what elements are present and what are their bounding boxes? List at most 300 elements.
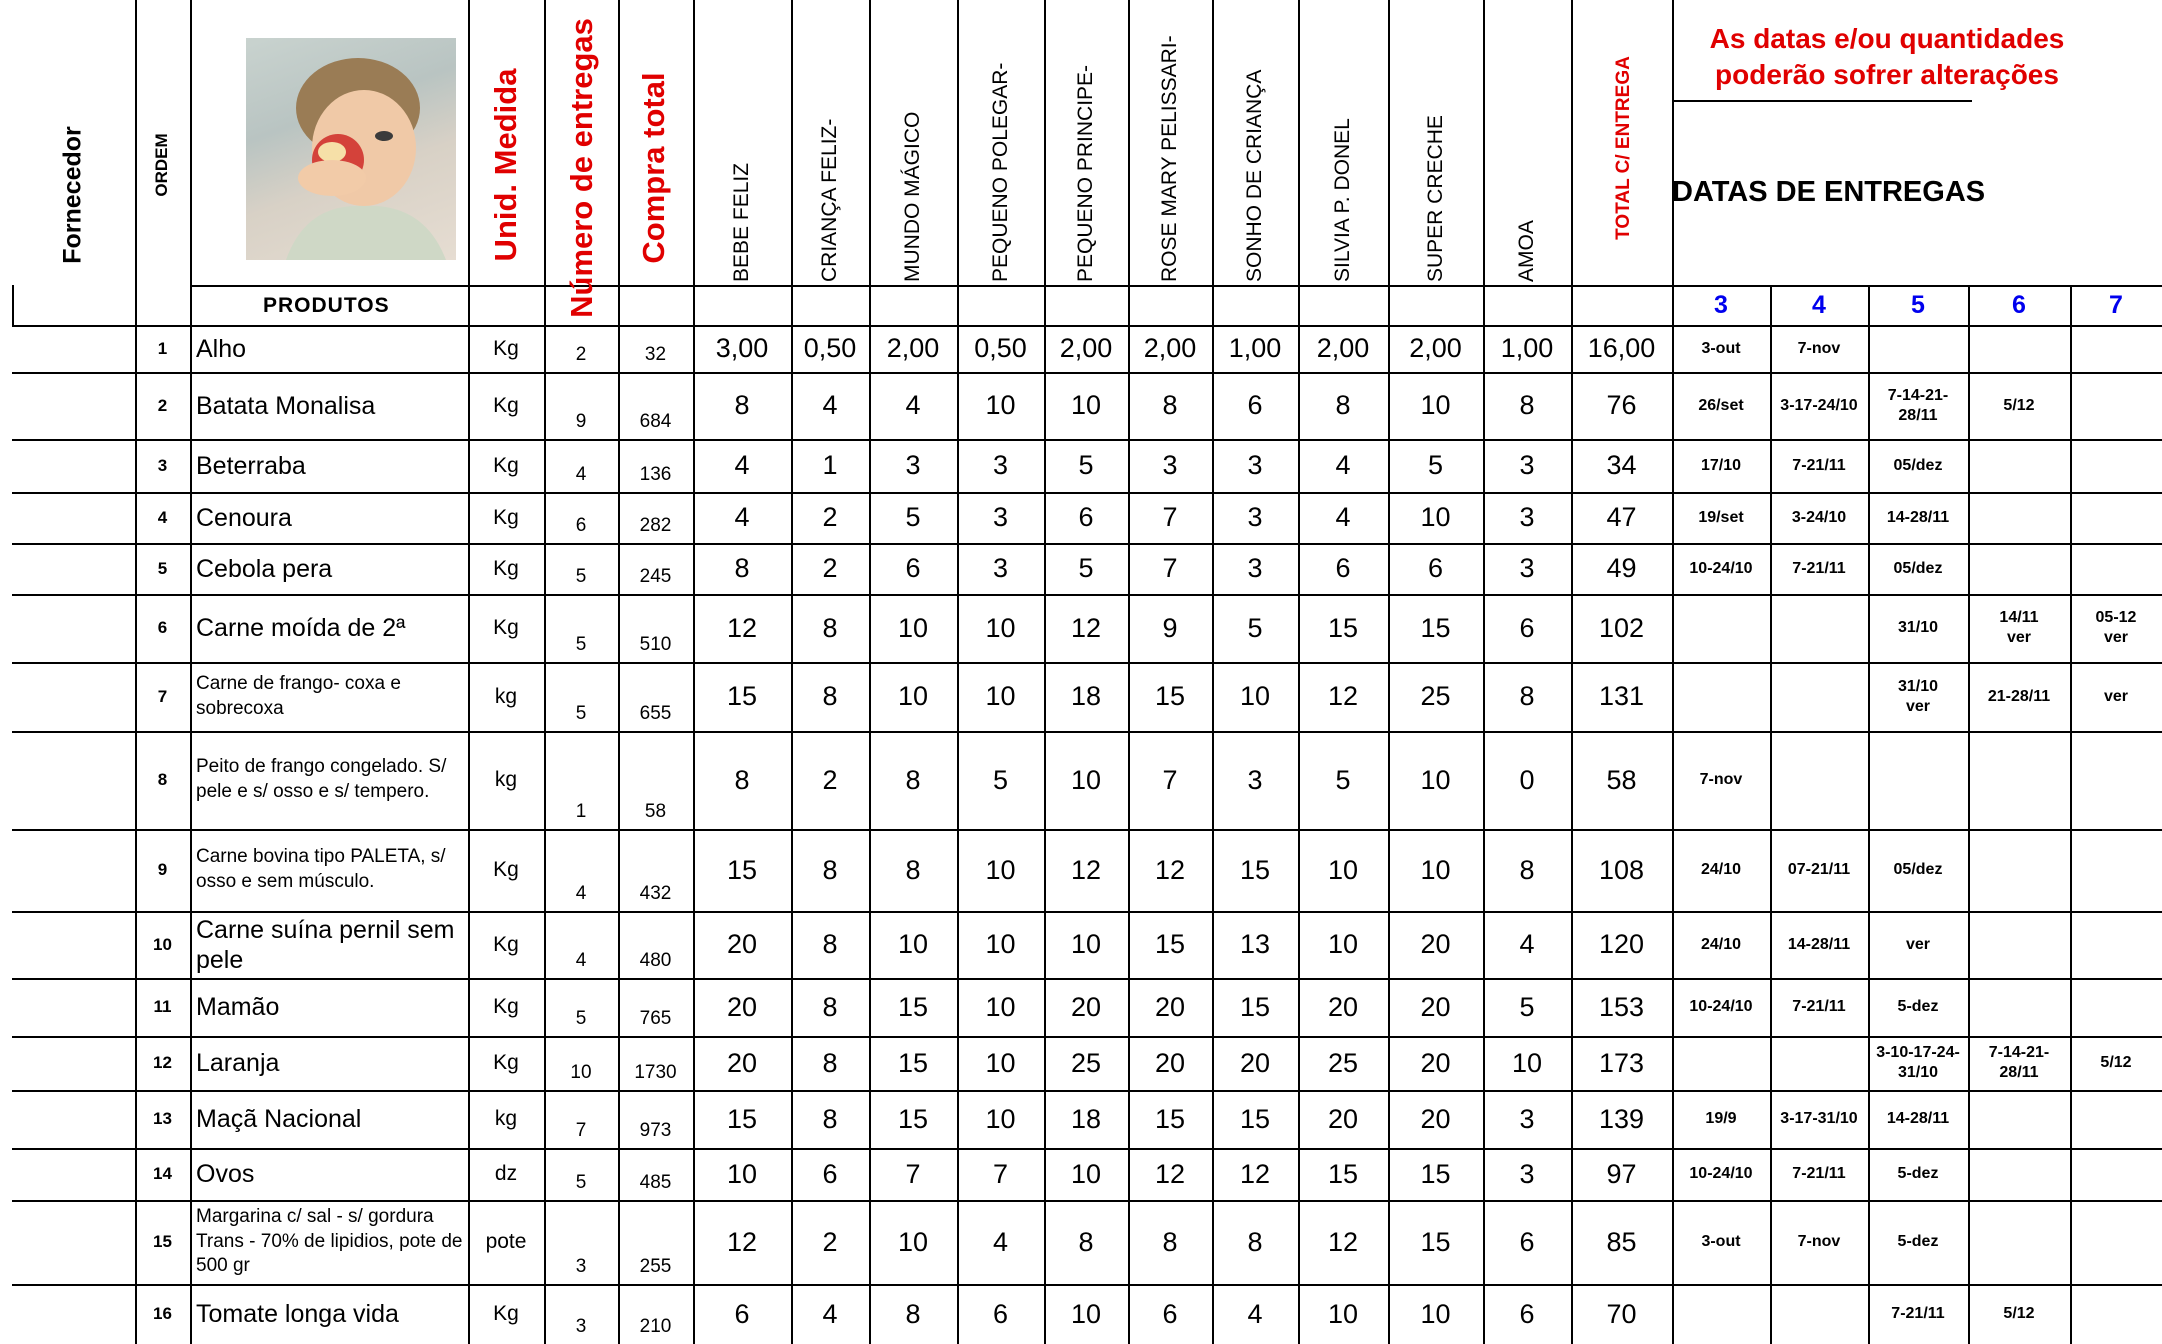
row-delivery-date: 3-17-24/10: [1780, 396, 1858, 414]
row-school-qty: 15: [1154, 1103, 1186, 1134]
row-school-qty: 10: [1511, 1047, 1543, 1078]
row-school-qty: 4: [1335, 450, 1351, 480]
note-line-2: poderão sofrer alterações: [1715, 59, 2059, 90]
row-school-qty: 10: [985, 390, 1016, 420]
row-school-qty: 12: [1327, 681, 1359, 711]
row-school-qty: 6: [1519, 612, 1535, 643]
date-col-number: 3: [1714, 290, 1728, 319]
row-school-qty: 8: [734, 764, 750, 795]
row-school-qty: 5: [1427, 450, 1444, 480]
row-school-qty: 15: [1239, 991, 1271, 1022]
row-total-entrega: 120: [1598, 929, 1645, 959]
row-delivery-date: 05/dez: [1893, 559, 1943, 577]
unid-medida-header: Unid. Medida: [488, 68, 523, 262]
row-school-qty: 4: [1519, 929, 1535, 959]
row-delivery-date: [1672, 594, 1770, 662]
row-compra-total: 245: [639, 566, 672, 587]
row-school-qty: 8: [822, 991, 838, 1022]
row-delivery-date: 07-21/11: [1787, 861, 1851, 878]
row-school-qty: 8: [822, 854, 838, 885]
row-school-qty: 4: [1247, 1298, 1263, 1329]
row-delivery-date: 5/12: [2003, 396, 2035, 414]
row-delivery-date: [2070, 1148, 2162, 1200]
row-ordem: 4: [157, 507, 168, 527]
row-produto: Carne suína pernil sem pele: [196, 915, 455, 974]
row-school-qty: 8: [905, 854, 921, 885]
row-school-qty: 0,50: [974, 333, 1027, 363]
row-delivery-date: 5/12: [2100, 1054, 2132, 1071]
row-school-qty: 20: [1420, 991, 1451, 1022]
row-delivery-date: 7-21/11: [1891, 1305, 1945, 1322]
row-school-qty: 20: [726, 929, 758, 959]
row-school-qty: 2,00: [1143, 333, 1197, 363]
row-school-qty: 12: [1070, 854, 1102, 885]
row-entregas: 4: [575, 464, 587, 485]
row-delivery-date: [1672, 1284, 1770, 1344]
row-school-qty: 8: [822, 612, 838, 643]
row-school-qty: 15: [1420, 612, 1451, 643]
row-delivery-date: [2070, 325, 2162, 372]
row-school-qty: 15: [897, 1047, 929, 1078]
row-delivery-date: 5/12: [2003, 1305, 2035, 1322]
row-school-qty: 6: [1519, 1226, 1535, 1257]
row-school-qty: 6: [1427, 553, 1444, 583]
row-school-qty: 10: [1420, 1298, 1451, 1329]
row-school-qty: 3: [1519, 1158, 1535, 1189]
row-ordem: 10: [153, 934, 172, 954]
row-school-qty: 4: [992, 1226, 1009, 1257]
row-produto: Batata Monalisa: [196, 391, 376, 420]
row-school-qty: 5: [905, 502, 921, 532]
row-entregas: 5: [575, 566, 587, 587]
row-school-qty: 6: [905, 553, 921, 583]
row-school-qty: 20: [1327, 1103, 1359, 1134]
date-col-number: 6: [2012, 290, 2026, 319]
row-total-entrega: 97: [1606, 1158, 1637, 1189]
row-delivery-date: 05/dez: [1893, 861, 1943, 878]
row-compra-total: 210: [639, 1316, 672, 1337]
row-school-qty: 10: [985, 1103, 1016, 1134]
row-ordem: 16: [153, 1304, 172, 1323]
row-entregas: 3: [575, 1256, 587, 1277]
row-school-qty: 3: [1519, 1103, 1535, 1134]
school-header: PEQUENO POLEGAR-: [988, 62, 1012, 282]
row-school-qty: 8: [1335, 390, 1351, 420]
row-delivery-date: [1968, 731, 2070, 829]
row-unidade: dz: [494, 1162, 518, 1185]
row-school-qty: 8: [734, 553, 750, 583]
row-total-entrega: 85: [1606, 1226, 1637, 1257]
row-delivery-date: 7-14-21- 28/11: [1887, 386, 1949, 424]
row-unidade: Kg: [493, 1302, 519, 1325]
row-delivery-date: 3-out: [1701, 1233, 1741, 1250]
school-header: ROSE MARY PELISSARI-: [1158, 35, 1181, 282]
row-school-qty: 7: [1162, 502, 1178, 532]
row-school-qty: 12: [726, 1226, 758, 1257]
row-delivery-date: [2070, 911, 2162, 978]
row-school-qty: 15: [1420, 1158, 1451, 1189]
row-delivery-date: [2070, 439, 2162, 492]
row-delivery-date: [2070, 543, 2162, 594]
row-school-qty: 8: [905, 1298, 921, 1329]
row-delivery-date: [1968, 1090, 2070, 1148]
row-school-qty: 15: [897, 1103, 929, 1134]
row-entregas: 9: [575, 411, 587, 432]
row-delivery-date: 17/10: [1700, 456, 1742, 474]
row-entregas: 5: [575, 634, 587, 655]
row-school-qty: 10: [1327, 1298, 1359, 1329]
row-unidade: Kg: [493, 616, 519, 639]
row-delivery-date: [1968, 829, 2070, 911]
row-delivery-date: [2070, 1090, 2162, 1148]
row-school-qty: 1: [822, 450, 838, 480]
row-school-qty: 1,00: [1228, 333, 1282, 363]
row-school-qty: 10: [985, 1047, 1016, 1078]
row-delivery-date: 21-28/11: [1987, 687, 2051, 705]
row-delivery-date: 3-24/10: [1791, 508, 1847, 526]
row-delivery-date: [1672, 1036, 1770, 1090]
row-delivery-date: 5-dez: [1897, 1233, 1939, 1250]
row-delivery-date: [2070, 731, 2162, 829]
row-unidade: Kg: [493, 556, 519, 580]
row-school-qty: 3: [1247, 764, 1263, 795]
row-delivery-date: [1868, 325, 1968, 372]
row-entregas: 6: [575, 515, 587, 536]
row-produto: Laranja: [196, 1049, 280, 1077]
row-school-qty: 15: [1420, 1226, 1451, 1257]
row-total-entrega: 173: [1598, 1047, 1645, 1078]
row-compra-total: 765: [639, 1008, 672, 1029]
row-school-qty: 4: [905, 390, 921, 420]
row-ordem: 13: [153, 1109, 172, 1128]
row-produto: Cenoura: [196, 503, 292, 532]
row-school-qty: 12: [726, 612, 758, 643]
row-school-qty: 10: [1327, 854, 1359, 885]
row-delivery-date: 7-nov: [1797, 1233, 1841, 1250]
row-delivery-date: 24/10: [1700, 935, 1742, 953]
row-school-qty: 25: [1070, 1047, 1102, 1078]
row-school-qty: 10: [985, 681, 1016, 711]
row-school-qty: 15: [726, 854, 758, 885]
row-school-qty: 5: [1247, 612, 1263, 643]
row-delivery-date: [1968, 1200, 2070, 1284]
ordem-header: ORDEM: [152, 133, 171, 197]
row-delivery-date: [2070, 829, 2162, 911]
row-delivery-date: [2070, 492, 2162, 543]
row-delivery-date: 7-nov: [1797, 339, 1841, 357]
row-school-qty: 20: [726, 991, 758, 1022]
row-school-qty: 6: [1078, 502, 1094, 532]
row-school-qty: 15: [1239, 1103, 1271, 1134]
row-ordem: 2: [157, 395, 168, 415]
row-produto: Mamão: [196, 993, 280, 1021]
row-school-qty: 4: [734, 450, 750, 480]
row-delivery-date: 7-14-21- 28/11: [1988, 1044, 2050, 1081]
row-school-qty: 10: [985, 929, 1016, 959]
row-school-qty: 6: [1247, 390, 1263, 420]
numero-entregas-header: Número de entregas: [564, 18, 599, 318]
row-school-qty: 10: [1070, 1158, 1102, 1189]
row-delivery-date: 19/9: [1705, 1110, 1737, 1127]
row-school-qty: 8: [822, 1103, 838, 1134]
row-school-qty: 10: [1070, 929, 1102, 959]
row-unidade: Kg: [493, 393, 519, 417]
row-total-entrega: 47: [1606, 502, 1637, 532]
row-ordem: 5: [157, 558, 168, 578]
row-compra-total: 282: [639, 515, 672, 536]
row-school-qty: 20: [1154, 991, 1186, 1022]
row-delivery-date: [1770, 1284, 1868, 1344]
row-ordem: 3: [157, 455, 168, 475]
row-school-qty: 10: [1070, 390, 1102, 420]
row-school-qty: 8: [822, 681, 838, 711]
row-school-qty: 8: [1247, 1226, 1263, 1257]
row-delivery-date: [1968, 1148, 2070, 1200]
row-school-qty: 4: [822, 390, 838, 420]
child-illustration: [246, 38, 456, 260]
row-delivery-date: [1672, 662, 1770, 731]
row-delivery-date: [1770, 1036, 1868, 1090]
row-unidade: Kg: [493, 1051, 519, 1074]
row-produto: Beterraba: [196, 451, 306, 480]
row-school-qty: 3: [992, 450, 1009, 480]
row-unidade: Kg: [493, 336, 519, 360]
row-delivery-date: 14/11 ver: [1999, 609, 2039, 646]
row-school-qty: 12: [1154, 1158, 1186, 1189]
row-total-entrega: 153: [1598, 991, 1645, 1022]
datas-entregas-header: DATAS DE ENTREGAS: [1672, 176, 1986, 208]
row-school-qty: 18: [1070, 681, 1102, 711]
row-compra-total: 510: [639, 634, 672, 655]
row-total-entrega: 70: [1606, 1298, 1637, 1329]
row-school-qty: 3: [992, 502, 1009, 532]
row-entregas: 3: [575, 1316, 587, 1337]
row-entregas: 5: [575, 1008, 587, 1029]
row-school-qty: 13: [1239, 929, 1271, 959]
row-school-qty: 3: [1519, 502, 1535, 532]
row-unidade: Kg: [493, 453, 519, 477]
row-school-qty: 2: [822, 1226, 838, 1257]
row-produto: Carne moída de 2ª: [196, 614, 406, 642]
row-school-qty: 5: [1078, 450, 1094, 480]
row-produto: Alho: [196, 334, 247, 363]
row-school-qty: 8: [734, 390, 750, 420]
row-school-qty: 10: [1420, 854, 1451, 885]
row-school-qty: 10: [1239, 681, 1271, 711]
row-ordem: 11: [153, 997, 172, 1016]
school-header: CRIANÇA FELIZ-: [818, 118, 841, 282]
row-ordem: 7: [157, 686, 168, 706]
row-school-qty: 2,00: [1316, 333, 1370, 363]
row-total-entrega: 34: [1606, 450, 1637, 480]
row-school-qty: 2: [822, 553, 838, 583]
school-header: AMOA: [1515, 220, 1538, 282]
row-delivery-date: 7-21/11: [1792, 998, 1846, 1015]
row-ordem: 12: [153, 1053, 172, 1072]
row-school-qty: 7: [1162, 764, 1178, 795]
row-school-qty: 2,00: [1409, 333, 1462, 363]
row-school-qty: 8: [905, 764, 921, 795]
row-school-qty: 3: [1519, 553, 1535, 583]
row-school-qty: 6: [734, 1298, 750, 1329]
row-total-entrega: 131: [1598, 681, 1645, 711]
grid-hline: [1672, 100, 1972, 102]
date-col-number: 5: [1911, 290, 1925, 319]
row-school-qty: 12: [1239, 1158, 1271, 1189]
row-delivery-date: [1770, 594, 1868, 662]
row-total-entrega: 16,00: [1587, 333, 1656, 363]
row-unidade: Kg: [493, 932, 519, 956]
row-school-qty: 5: [1078, 553, 1094, 583]
row-unidade: Kg: [493, 505, 519, 529]
row-delivery-date: [1968, 978, 2070, 1036]
grid-vline: [12, 285, 14, 325]
row-entregas: 5: [575, 1172, 587, 1193]
row-produto: Margarina c/ sal - s/ gordura Trans - 70% de lipidios, pote de 500 gr: [196, 1205, 463, 1277]
row-delivery-date: [1968, 911, 2070, 978]
row-delivery-date: 7-21/11: [1792, 1165, 1846, 1182]
row-compra-total: 432: [639, 883, 672, 904]
row-school-qty: 20: [1420, 1047, 1451, 1078]
row-school-qty: 15: [726, 1103, 758, 1134]
row-school-qty: 6: [1335, 553, 1351, 583]
row-school-qty: 6: [1519, 1298, 1535, 1329]
row-school-qty: 10: [985, 991, 1016, 1022]
row-school-qty: 6: [992, 1298, 1009, 1329]
row-school-qty: 20: [726, 1047, 758, 1078]
row-school-qty: 8: [1519, 681, 1535, 711]
row-delivery-date: [1968, 543, 2070, 594]
row-unidade: kg: [494, 1107, 518, 1130]
row-total-entrega: 102: [1598, 612, 1645, 643]
row-school-qty: 5: [1519, 991, 1535, 1022]
row-school-qty: 20: [1420, 1103, 1451, 1134]
row-school-qty: 7: [905, 1158, 921, 1189]
row-produto: Cebola pera: [196, 554, 333, 583]
row-entregas: 4: [575, 950, 587, 971]
row-unidade: kg: [494, 684, 518, 708]
row-school-qty: 3,00: [715, 333, 769, 363]
row-school-qty: 8: [1519, 390, 1535, 420]
row-school-qty: 10: [897, 1226, 929, 1257]
row-school-qty: 2: [822, 502, 838, 532]
row-school-qty: 25: [1420, 681, 1451, 711]
row-school-qty: 5: [1335, 764, 1351, 795]
row-school-qty: 15: [1327, 1158, 1359, 1189]
row-school-qty: 0: [1519, 764, 1535, 795]
row-school-qty: 7: [1162, 553, 1178, 583]
row-compra-total: 480: [639, 950, 672, 971]
school-header: MUNDO MÁGICO: [901, 111, 924, 282]
row-delivery-date: 24/10: [1700, 861, 1742, 878]
row-school-qty: 3: [1519, 450, 1535, 480]
row-school-qty: 3: [905, 450, 921, 480]
row-delivery-date: 3-10-17-24- 31/10: [1876, 1044, 1960, 1081]
row-delivery-date: [1868, 731, 1968, 829]
row-delivery-date: [2070, 1200, 2162, 1284]
row-ordem: 8: [157, 770, 168, 789]
row-delivery-date: ver: [1905, 935, 1931, 953]
row-delivery-date: 05-12 ver: [2095, 609, 2137, 646]
row-school-qty: 1,00: [1500, 333, 1554, 363]
row-school-qty: 18: [1070, 1103, 1102, 1134]
row-delivery-date: 14-28/11: [1886, 1110, 1950, 1127]
row-unidade: pote: [485, 1230, 527, 1253]
row-school-qty: 3: [1247, 502, 1263, 532]
row-school-qty: 20: [1070, 991, 1102, 1022]
row-unidade: kg: [494, 768, 518, 791]
row-delivery-date: [2070, 1284, 2162, 1344]
row-school-qty: 4: [822, 1298, 838, 1329]
row-produto: Peito de frango congelado. S/ pele e s/ osso e s/ tempero.: [196, 756, 447, 802]
row-compra-total: 684: [639, 411, 672, 432]
row-total-entrega: 108: [1598, 854, 1645, 885]
produtos-header: PRODUTOS: [263, 294, 390, 317]
school-header: SONHO DE CRIANÇA: [1243, 69, 1266, 282]
row-delivery-date: [1968, 325, 2070, 372]
row-school-qty: 20: [1239, 1047, 1271, 1078]
row-school-qty: 0,50: [803, 333, 857, 363]
row-compra-total: 58: [644, 801, 667, 822]
row-school-qty: 12: [1070, 612, 1102, 643]
row-delivery-date: 26/set: [1698, 396, 1744, 414]
row-total-entrega: 139: [1598, 1103, 1645, 1134]
row-school-qty: 3: [1162, 450, 1178, 480]
row-school-qty: 10: [1420, 502, 1451, 532]
row-delivery-date: 31/10 ver: [1897, 677, 1939, 715]
row-delivery-date: 10-24/10: [1689, 998, 1753, 1015]
row-compra-total: 32: [644, 344, 667, 365]
school-header: SILVIA P. DONEL: [1331, 118, 1354, 282]
row-delivery-date: 7-21/11: [1792, 456, 1846, 474]
row-ordem: 14: [153, 1164, 172, 1183]
row-school-qty: 15: [726, 681, 758, 711]
row-delivery-date: [1770, 731, 1868, 829]
row-school-qty: 10: [985, 612, 1016, 643]
row-school-qty: 3: [992, 553, 1009, 583]
compra-total-header: Compra total: [636, 72, 671, 264]
row-delivery-date: [2070, 978, 2162, 1036]
child-eating-apple-photo: [246, 38, 456, 260]
row-school-qty: 7: [992, 1158, 1009, 1189]
row-delivery-date: 05/dez: [1893, 456, 1943, 474]
row-school-qty: 9: [1162, 612, 1178, 643]
row-school-qty: 10: [1070, 1298, 1102, 1329]
row-delivery-date: ver: [2103, 687, 2129, 705]
row-school-qty: 10: [1327, 929, 1359, 959]
row-delivery-date: [1770, 662, 1868, 731]
row-total-entrega: 76: [1606, 390, 1637, 420]
row-school-qty: 10: [897, 612, 929, 643]
row-ordem: 6: [157, 618, 168, 637]
row-school-qty: 20: [1154, 1047, 1186, 1078]
row-school-qty: 15: [1154, 929, 1186, 959]
row-school-qty: 12: [1327, 1226, 1359, 1257]
row-delivery-date: 10-24/10: [1689, 559, 1753, 577]
row-ordem: 9: [157, 860, 168, 879]
row-compra-total: 255: [639, 1256, 672, 1277]
row-school-qty: 2,00: [886, 333, 940, 363]
row-total-entrega: 49: [1606, 553, 1637, 583]
row-school-qty: 8: [822, 929, 838, 959]
row-entregas: 1: [575, 801, 587, 822]
row-school-qty: 6: [1162, 1298, 1178, 1329]
row-school-qty: 15: [1154, 681, 1186, 711]
row-school-qty: 10: [1420, 764, 1451, 795]
row-entregas: 7: [575, 1120, 587, 1141]
row-compra-total: 973: [639, 1120, 672, 1141]
row-delivery-date: [1968, 492, 2070, 543]
